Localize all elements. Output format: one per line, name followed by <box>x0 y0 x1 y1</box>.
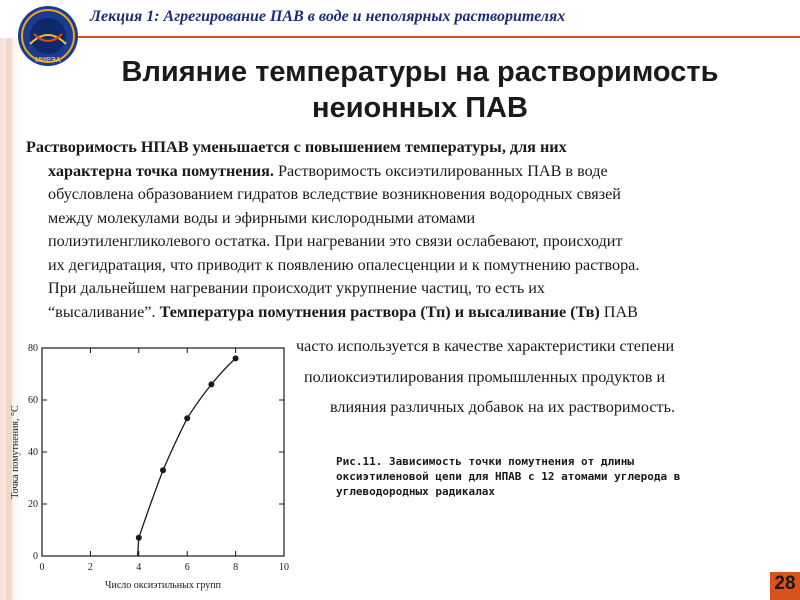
body-cont-line1: часто используется в качестве характеристики степени <box>296 337 675 355</box>
plot-frame <box>42 348 284 556</box>
cloud-point-chart <box>0 338 300 600</box>
body-line8-bold: Температура помутнения раствора (Тп) и высаливание (Тв) <box>155 302 600 321</box>
body-bold-start: Растворимость НПАВ уменьшается с повышением температуры, для них <box>26 138 567 156</box>
x-tick-label: 6 <box>184 562 190 573</box>
body-line7: При дальнейшем нагревании происходит укрупнение частиц, то есть их <box>48 279 546 297</box>
data-point <box>184 415 190 421</box>
caption-line3: углеводородных радикалах <box>336 485 495 498</box>
logo-text: МИРЭА <box>35 57 61 64</box>
body-line8-plain: “высаливание”. <box>48 302 156 321</box>
body-line8-tail: ПАВ <box>599 302 638 321</box>
body-cont-line3: влияния различных добавок на их растворимость. <box>330 398 676 416</box>
x-tick-label: 10 <box>279 562 289 573</box>
body-cont-line2: полиоксиэтилирования промышленных продуктов и <box>304 368 666 386</box>
data-point <box>160 467 166 473</box>
caption-line1: Рис.11. Зависимость точки помутнения от длины <box>336 455 635 468</box>
x-tick-label: 2 <box>87 562 93 573</box>
body-line5: полиэтиленгликолевого остатка. При нагревании это связи ослабевают, происходит <box>48 232 623 250</box>
y-tick-label: 0 <box>33 551 38 562</box>
y-tick-label: 20 <box>28 499 38 510</box>
slide-title-line1: Влияние температуры на растворимость <box>121 56 719 88</box>
y-tick-label: 80 <box>28 343 38 354</box>
x-axis-label: Число оксиэтильных групп <box>105 580 221 591</box>
body-line2-rest: Растворимость оксиэтилированных ПАВ в воде <box>273 161 608 180</box>
y-axis-label: Точка помутнения, °С <box>10 405 21 499</box>
page-number: 28 <box>774 573 796 594</box>
body-line4: между молекулами воды и эфирными кислородными атомами <box>48 208 476 227</box>
slide-title-line2: неионных ПАВ <box>312 92 528 124</box>
body-paragraph <box>26 136 796 324</box>
header-divider <box>60 36 800 38</box>
series-line <box>138 358 236 556</box>
body-line6: их дегидратация, что приводит к появлению опалесценции и к помутнению раствора. <box>48 255 640 274</box>
data-point <box>136 535 142 541</box>
y-tick-label: 60 <box>28 395 38 406</box>
figure-caption <box>336 454 756 499</box>
data-point <box>208 381 214 387</box>
body-bold-line2: характерна точка помутнения. <box>48 161 274 180</box>
x-tick-label: 0 <box>39 562 45 573</box>
lecture-title: Лекция 1: Агрегирование ПАВ в воде и неполярных растворителях <box>90 8 566 25</box>
body-line3: обусловлена образованием гидратов вследствие возникновения водородных связей <box>48 185 621 203</box>
caption-line2: оксиэтиленовой цепи для НПАВ с 12 атомами углерода в <box>336 470 681 483</box>
x-tick-label: 8 <box>233 562 239 573</box>
x-tick-label: 4 <box>136 562 142 573</box>
data-point <box>233 355 239 361</box>
y-tick-label: 40 <box>28 447 38 458</box>
slide-title <box>60 54 780 126</box>
